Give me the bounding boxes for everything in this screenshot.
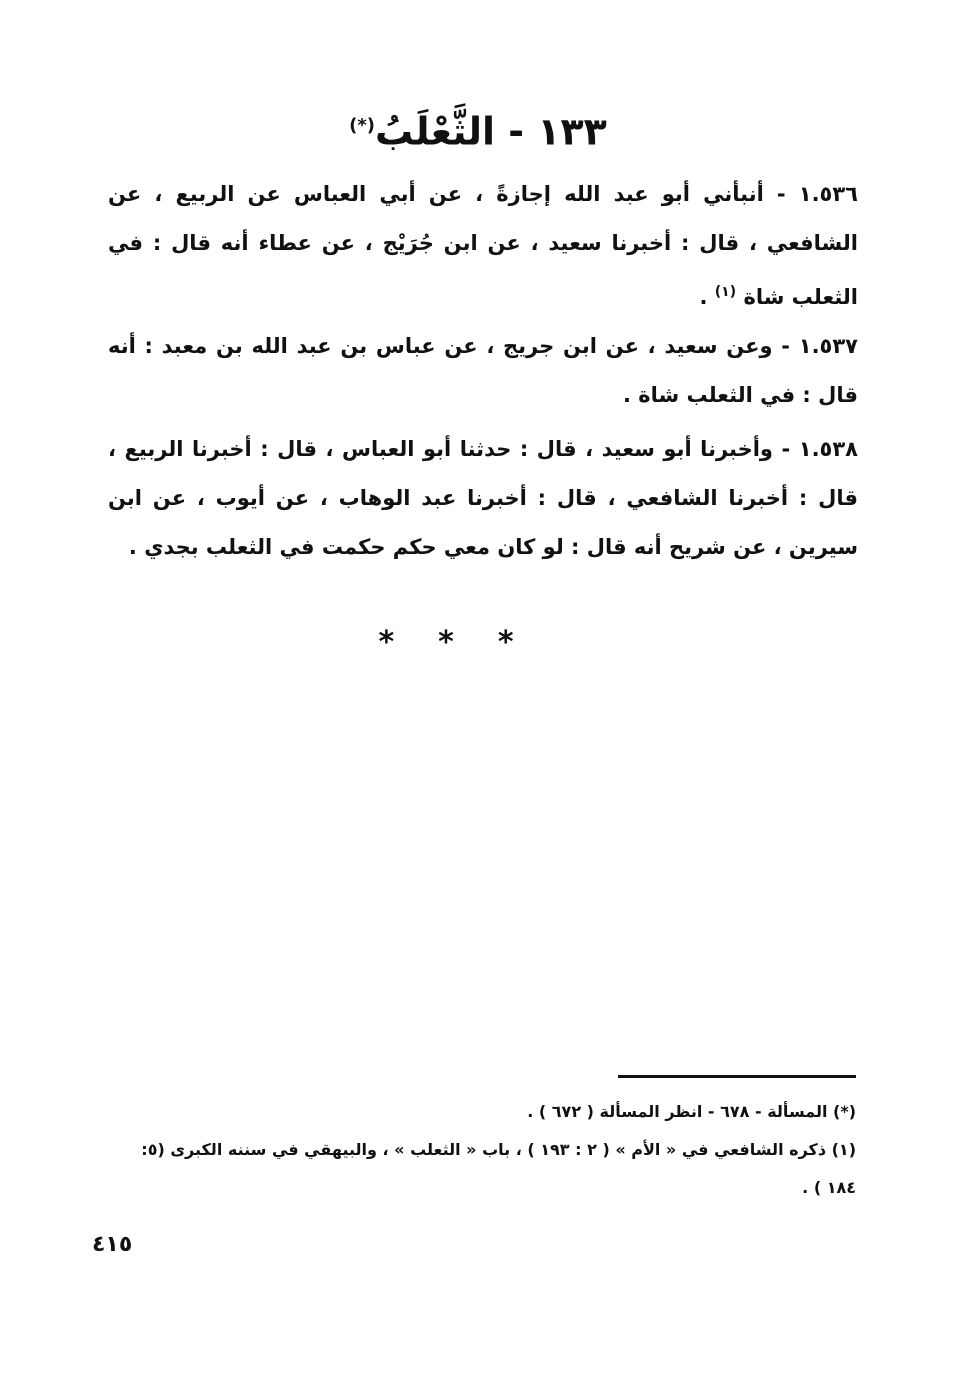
footnote-reference: (١) [714,284,737,300]
entry-text: ١.٥٣٦ - أنبأني أبو عبد الله إجازةً ، عن أبي العباس عن الربيع ، عن الشافعي ، قال : أخبرنا سعيد ، عن ابن جُرَيْج ، عن عطاء أنه قال : في الثعلب شاة [108,182,858,309]
section-separator: *** [378,625,558,660]
footnotes [112,1093,856,1207]
footnote-1: (١) ذكره الشافعي في « الأم » ( ٢ : ١٩٣ ) ، باب « الثعلب » ، والبيهقي في سننه الكبرى (٥: ١٨٤ ) . [141,1140,856,1197]
footnote-chapter: (*) المسألة - ٦٧٨ - انظر المسألة ( ٦٧٢ ) . [527,1102,856,1121]
chapter-title-text: ١٣٣ - الثَّعْلَبُ [375,109,607,154]
hadith-entry-1537 [108,322,858,420]
hadith-entry-1538 [108,425,858,572]
entry-text: ١.٥٣٨ - وأخبرنا أبو سعيد ، قال : حدثنا أبو العباس ، قال : أخبرنا الربيع ، قال : أخبرنا الشافعي ، قال : أخبرنا عبد الوهاب ، عن أيوب ، عن ابن سيرين ، عن شريح أنه قال : لو كان معي حكم حكمت في الثعلب بجدي . [108,437,858,559]
entry-end: . [699,285,715,309]
footnote-divider [618,1075,856,1078]
entry-text: ١.٥٣٧ - وعن سعيد ، عن ابن جريج ، عن عباس بن عبد الله بن معبد : أنه قال : في الثعلب شاة . [108,334,858,407]
chapter-footnote-mark: (*) [349,115,376,136]
page-number: ٤١٥ [92,1232,133,1257]
chapter-title [0,100,956,158]
hadith-entry-1536 [108,170,858,322]
